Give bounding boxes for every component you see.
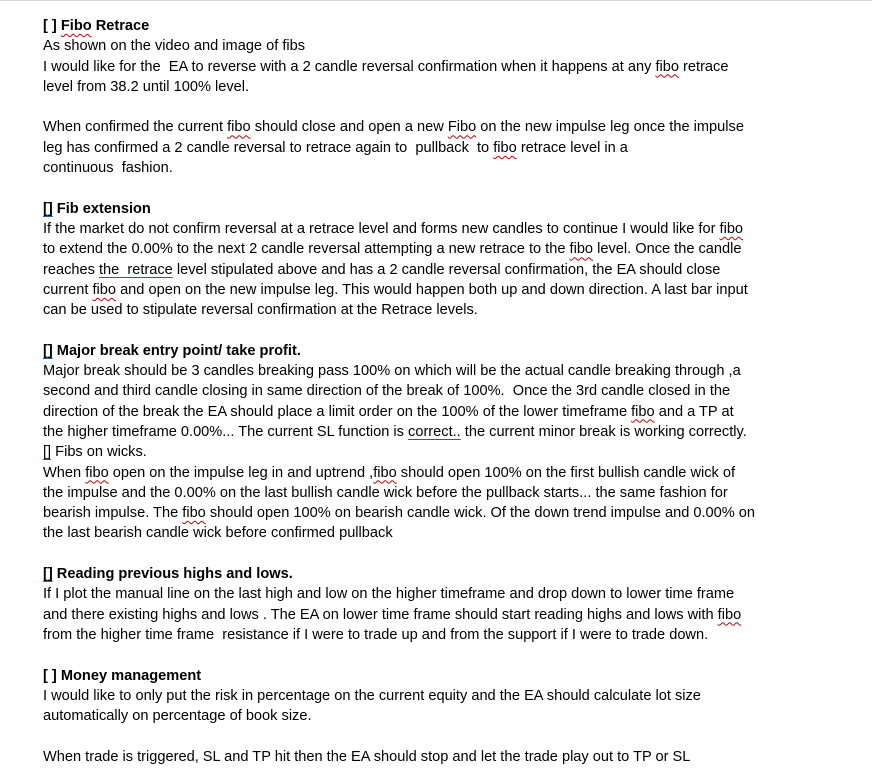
- checkbox-marker[interactable]: []: [43, 566, 53, 583]
- section-heading: [43, 666, 858, 686]
- text-line: As shown on the video and image of fibs: [43, 38, 306, 55]
- checkbox-marker[interactable]: [ ]: [43, 18, 57, 34]
- text-line: the last bearish candle wick before confirmed pullback: [43, 525, 393, 542]
- text-line: I would like to only put the risk in percentage on the current equity and the EA should calculate lot size: [43, 687, 701, 704]
- spacer: [43, 320, 858, 340]
- section-heading: [43, 199, 858, 219]
- text-line: level from 38.2 until 100% level.: [43, 78, 250, 95]
- spacer: [43, 178, 858, 198]
- section-title: Reading previous highs and lows.: [52, 566, 293, 583]
- text-line: If I plot the manual line on the last high and low on the higher timeframe and drop down to lower time frame: [43, 586, 735, 603]
- spacer: [43, 544, 858, 564]
- checkbox-marker[interactable]: []: [43, 200, 53, 217]
- text-line: When confirmed the current fibo should close and open a new Fibo on the new impulse leg once the impulse: [43, 119, 744, 136]
- spacer: [43, 97, 858, 117]
- text-line: [] Fibs on wicks.: [43, 444, 147, 461]
- checkbox-marker[interactable]: [ ]: [43, 667, 57, 684]
- text-line: and there existing highs and lows . The EA on lower time frame should start reading highs and lows with fibo: [43, 606, 742, 623]
- text-line: leg has confirmed a 2 candle reversal to retrace again to pullback to fibo retrace level in a: [43, 139, 628, 156]
- text-line: I would like for the EA to reverse with a 2 candle reversal confirmation when it happens at any fibo retrace: [43, 58, 729, 75]
- section-heading: [43, 16, 858, 36]
- text-line: can be used to stipulate reversal confirmation at the Retrace levels.: [43, 302, 478, 319]
- text-line: current fibo and open on the new impulse leg. This would happen both up and down direction. A last bar input: [43, 281, 748, 298]
- text-line: direction of the break the EA should place a limit order on the 100% of the lower timeframe fibo and a TP at: [43, 403, 734, 420]
- spacer: [43, 726, 858, 746]
- checkbox-marker[interactable]: []: [43, 342, 53, 359]
- text-line: continuous fashion.: [43, 160, 173, 177]
- section-heading: [43, 564, 858, 584]
- text-line: the higher timeframe 0.00%... The current SL function is correct.. the current minor break is working correctly.: [43, 423, 747, 440]
- section-title: Fib extension: [52, 200, 151, 217]
- text-line: Major break should be 3 candles breaking pass 100% on which will be the actual candle breaking through ,a: [43, 363, 741, 380]
- text-line: second and third candle closing in same direction of the break of 100%. Once the 3rd candle closed in the: [43, 383, 731, 400]
- section-title: Fibo Retrace: [60, 18, 150, 34]
- section-title: Major break entry point/ take profit.: [52, 342, 301, 359]
- section-heading: [43, 341, 858, 361]
- text-line: bearish impulse. The fibo should open 100% on bearish candle wick. Of the down trend impulse and 0.00% on: [43, 505, 756, 522]
- text-line: reaches the retrace level stipulated above and has a 2 candle reversal confirmation, the EA should close: [43, 261, 721, 278]
- text-line: to extend the 0.00% to the next 2 candle reversal attempting a new retrace to the fibo level. Once the candle: [43, 241, 742, 258]
- section-title: Money management: [56, 667, 202, 684]
- text-line: When fibo open on the impulse leg in and uptrend ,fibo should open 100% on the first bullish candle wick of: [43, 464, 736, 481]
- spacer: [43, 645, 858, 665]
- text-line: automatically on percentage of book size.: [43, 708, 312, 725]
- text-line: If the market do not confirm reversal at a retrace level and forms new candles to continue I would like for fibo: [43, 220, 744, 237]
- document-body: [43, 16, 858, 767]
- text-line: from the higher time frame resistance if I were to trade up and from the support if I were to trade down.: [43, 626, 709, 643]
- text-line: the impulse and the 0.00% on the last bullish candle wick before the pullback starts... the same fashion for: [43, 484, 728, 501]
- text-line: When trade is triggered, SL and TP hit then the EA should stop and let the trade play out to TP or SL: [43, 748, 691, 765]
